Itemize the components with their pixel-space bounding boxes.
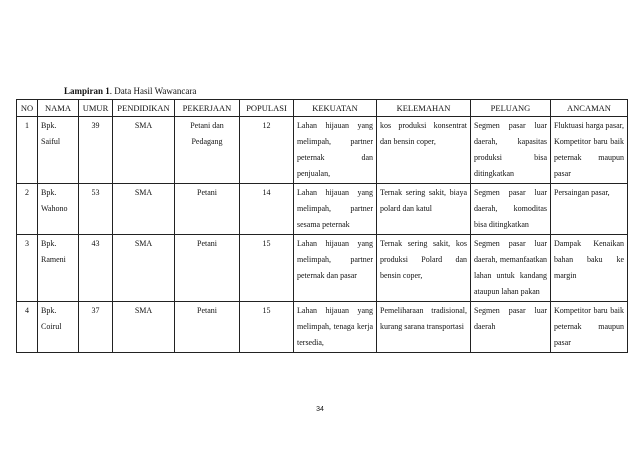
cell-kelemahan: Pemeliharaan tradisional, kurang sarana transportasi [377,302,471,353]
col-header-no: NO [17,100,38,117]
page-number: 34 [316,406,324,413]
header-row [17,100,628,117]
cell-no: 3 [17,235,38,302]
cell-kekuatan: Lahan hijauan yang melimpah, tenaga kerja tersedia, [294,302,377,353]
cell-umur: 39 [79,117,113,184]
cell-pendidikan: SMA [113,302,175,353]
cell-no: 4 [17,302,38,353]
col-header-kelemahan: KELEMAHAN [377,100,471,117]
caption-text: . Data Hasil Wawancara [109,86,197,96]
col-header-kekuatan: KEKUATAN [294,100,377,117]
cell-pendidikan: SMA [113,235,175,302]
col-header-umur: UMUR [79,100,113,117]
cell-pendidikan: SMA [113,184,175,235]
cell-umur: 37 [79,302,113,353]
cell-pendidikan: SMA [113,117,175,184]
table-caption [64,86,196,96]
cell-populasi: 12 [240,117,294,184]
cell-nama: Bpk. Rameni [38,235,79,302]
cell-umur: 43 [79,235,113,302]
cell-populasi: 15 [240,302,294,353]
cell-peluang: Segmen pasar luar daerah, memanfaatkan lahan untuk kandang ataupun lahan pakan [471,235,551,302]
cell-kekuatan: Lahan hijauan yang melimpah, partner sesama peternak [294,184,377,235]
cell-populasi: 15 [240,235,294,302]
table-row [17,302,628,353]
cell-kelemahan: Ternak sering sakit, biaya polard dan katul [377,184,471,235]
cell-populasi: 14 [240,184,294,235]
cell-nama: Bpk. Saiful [38,117,79,184]
cell-nama: Bpk. Coirul [38,302,79,353]
caption-label: Lampiran 1 [64,86,110,96]
cell-kelemahan: Ternak sering sakit, kos produksi Polard dan bensin coper, [377,235,471,302]
cell-pekerjaan: Petani [175,235,240,302]
table-row [17,184,628,235]
col-header-ancaman: ANCAMAN [551,100,628,117]
col-header-pendidikan: PENDIDIKAN [113,100,175,117]
col-header-nama: NAMA [38,100,79,117]
col-header-pekerjaan: PEKERJAAN [175,100,240,117]
cell-kelemahan: kos produksi konsentrat dan bensin coper, [377,117,471,184]
col-header-populasi: POPULASI [240,100,294,117]
cell-umur: 53 [79,184,113,235]
cell-peluang: Segmen pasar luar daerah, kapasitas produksi bisa ditingkatkan [471,117,551,184]
cell-no: 1 [17,117,38,184]
cell-pekerjaan: Petani [175,302,240,353]
cell-ancaman: Persaingan pasar, [551,184,628,235]
cell-ancaman: Fluktuasi harga pasar, Kompetitor baru baik peternak maupun pasar [551,117,628,184]
cell-nama: Bpk. Wahono [38,184,79,235]
cell-kekuatan: Lahan hijauan yang melimpah, partner peternak dan penjualan, [294,117,377,184]
interview-data-table [16,99,628,353]
cell-no: 2 [17,184,38,235]
cell-peluang: Segmen pasar luar daerah [471,302,551,353]
table-row [17,117,628,184]
cell-peluang: Segmen pasar luar daerah, komoditas bisa ditingkatkan [471,184,551,235]
cell-ancaman: Kompetitor baru baik peternak maupun pasar [551,302,628,353]
cell-ancaman: Dampak Kenaikan bahan baku ke margin [551,235,628,302]
cell-pekerjaan: Petani dan Pedagang [175,117,240,184]
col-header-peluang: PELUANG [471,100,551,117]
cell-kekuatan: Lahan hijauan yang melimpah, partner peternak dan pasar [294,235,377,302]
cell-pekerjaan: Petani [175,184,240,235]
table-row [17,235,628,302]
